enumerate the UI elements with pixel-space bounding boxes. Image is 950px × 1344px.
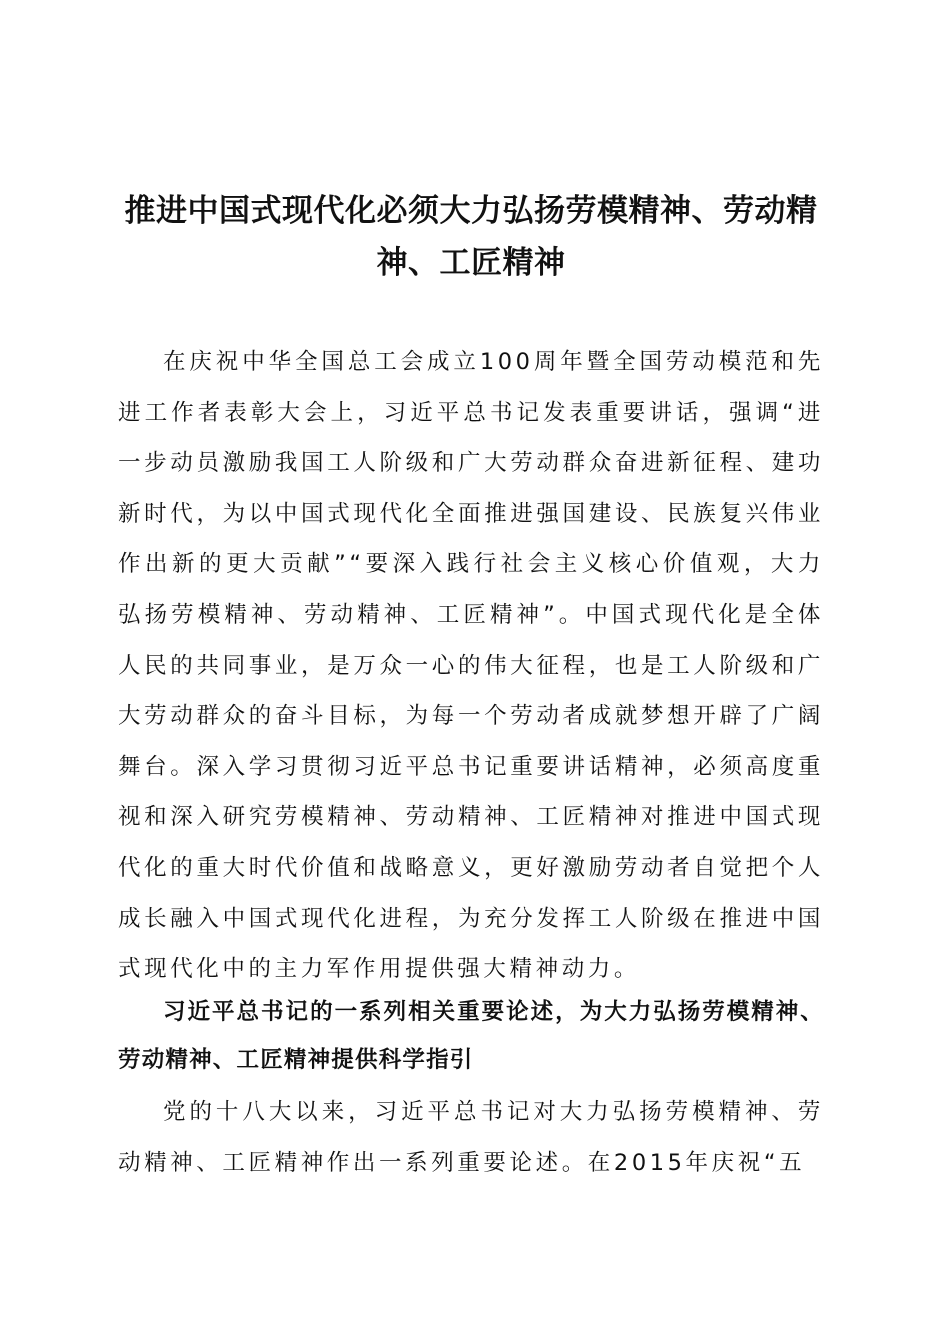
document-title: 推进中国式现代化必须大力弘扬劳模精神、劳动精神、工匠精神 — [124, 193, 818, 281]
section-subheading: 习近平总书记的一系列相关重要论述，为大力弘扬劳模精神、劳动精神、工匠精神提供科学指引 — [118, 999, 824, 1073]
body-paragraph: 在庆祝中华全国总工会成立100周年暨全国劳动模范和先进工作者表彰大会上，习近平总书记发表重要讲话，强调“进一步动员激励我国工人阶级和广大劳动群众奋进新征程、建功新时代，为以中国式现代化全面推进强国建设、民族复兴伟业作出新的更大贡献”“要深入践行社会主义核心价值观，大力弘扬劳模精神、劳动精神、工匠精神”。中国式现代化是全体人民的共同事业，是万众一心的伟大征程，也是工人阶级和广大劳动群众的奋斗目标，为每一个劳动者成就梦想开辟了广阔舞台。深入学习贯彻习近平总书记重要讲话精神，必须高度重视和深入研究劳模精神、劳动精神、工匠精神对推进中国式现代化的重大时代价值和战略意义，更好激励劳动者自觉把个人成长融入中国式现代化进程，为充分发挥工人阶级在推进中国式现代化中的主力军作用提供强大精神动力。 — [118, 349, 824, 983]
body-paragraph: 党的十八大以来，习近平总书记对大力弘扬劳模精神、劳动精神、工匠精神作出一系列重要论述。在2015年庆祝“五 — [118, 1099, 824, 1176]
